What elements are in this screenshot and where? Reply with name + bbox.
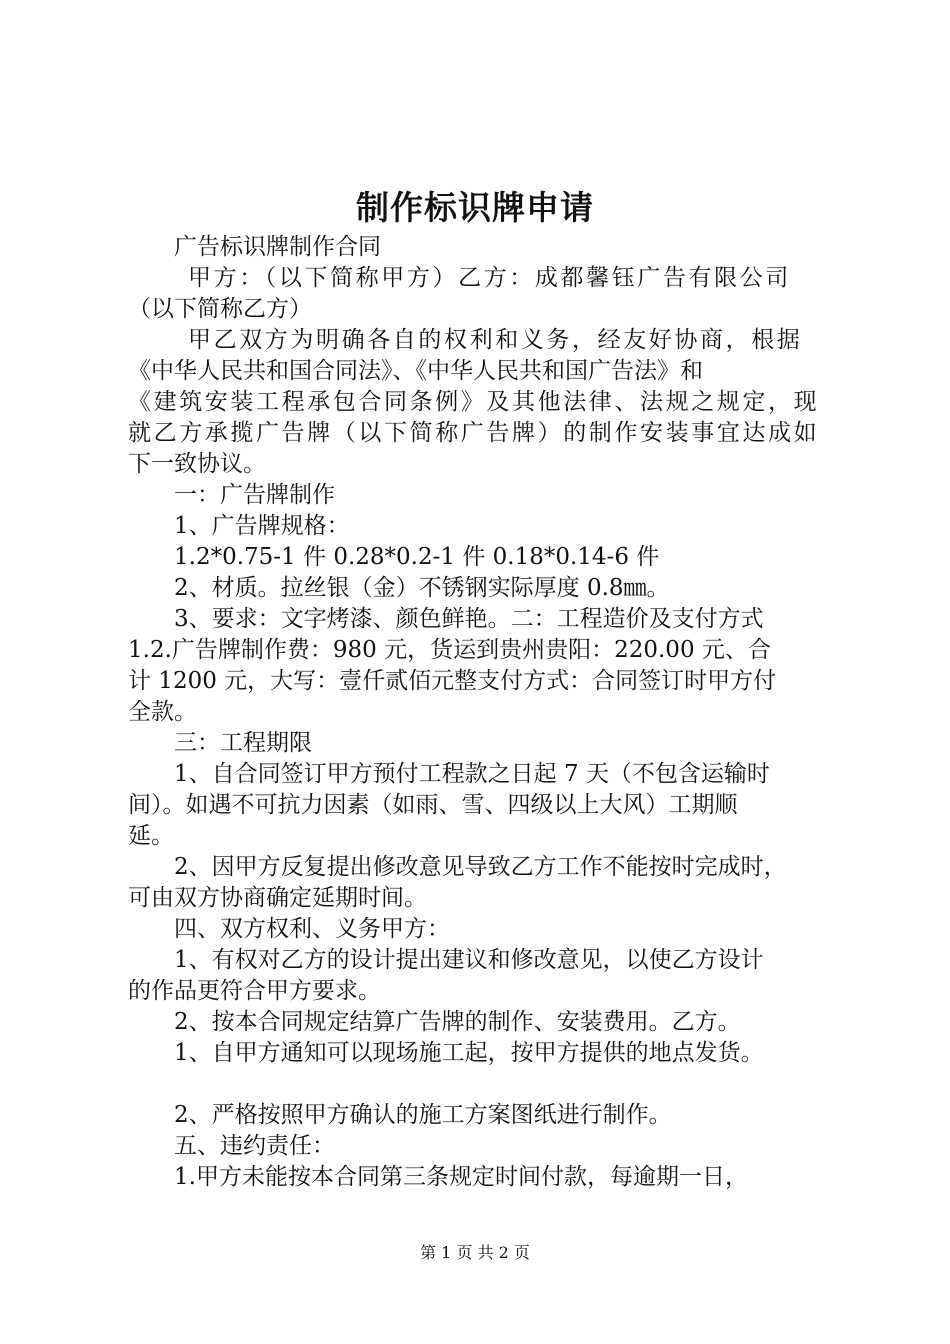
paragraph-line: 2、材质。拉丝银（金）不锈钢实际厚度 0.8㎜。 [174, 575, 670, 601]
blank-line [128, 1069, 834, 1100]
paragraph-line: 1、有权对乙方的设计提出建议和修改意见，以使乙方设计 [174, 947, 764, 973]
paragraph-line: 1、广告牌规格： [174, 513, 350, 539]
paragraph-line: 1.2.广告牌制作费：980 元，货运到贵州贵阳：220.00 元、合 [128, 637, 771, 663]
paragraph-line: 1、自合同签订甲方预付工程款之日起 7 天（不包含运输时 [174, 761, 770, 787]
paragraph-line: 1、自甲方通知可以现场施工起，按甲方提供的地点发货。 [174, 1040, 764, 1066]
paragraph-line: 可由双方协商确定延期时间。 [128, 885, 427, 911]
paragraph-line: 甲方：（以下简称甲方）乙方：成都馨钰广告有限公司 [188, 265, 791, 291]
section-heading: 三：工程期限 [174, 730, 312, 756]
paragraph-line: 3、要求：文字烤漆、颜色鲜艳。二：工程造价及支付方式 [174, 606, 764, 632]
section-heading: 四、双方权利、义务甲方： [174, 916, 450, 942]
section-heading: 一：广告牌制作 [174, 482, 335, 508]
paragraph-line: 甲乙双方为明确各自的权利和义务，经友好协商，根据 [188, 327, 803, 353]
paragraph-line: （以下简称乙方） [128, 296, 312, 322]
paragraph-line: 计 1200 元，大写：壹仟贰佰元整支付方式：合同签订时甲方付 [128, 668, 777, 694]
section-heading: 五、违约责任： [174, 1133, 335, 1159]
paragraph-line: 2、因甲方反复提出修改意见导致乙方工作不能按时完成时， [174, 854, 787, 880]
document-title: 制作标识牌申请 [356, 188, 594, 227]
paragraph-line: 2、按本合同规定结算广告牌的制作、安装费用。乙方。 [174, 1009, 741, 1035]
paragraph-line: 2、严格按照甲方确认的施工方案图纸进行制作。 [174, 1102, 672, 1128]
paragraph-line: 1.2*0.75-1 件 0.28*0.2-1 件 0.18*0.14-6 件 [174, 544, 660, 570]
paragraph-line: 全款。 [128, 699, 197, 725]
paragraph-line: 延。 [128, 823, 174, 849]
paragraph-line: 间）。如遇不可抗力因素（如雨、雪、四级以上大风）工期顺 [128, 792, 738, 818]
paragraph-line: 《中华人民共和国合同法》、《中华人民共和国广告法》和 [128, 358, 703, 384]
document-body [128, 232, 834, 1193]
contract-heading: 广告标识牌制作合同 [174, 234, 381, 260]
page-footer: 第 1 页 共 2 页 [420, 1243, 530, 1262]
paragraph-line: 下一致协议。 [128, 451, 266, 477]
paragraph-line: 《建筑安装工程承包合同条例》及其他法律、法规之规定，现 [128, 389, 820, 415]
paragraph-line: 的作品更符合甲方要求。 [128, 978, 381, 1004]
paragraph-line: 就乙方承揽广告牌（以下简称广告牌）的制作安装事宜达成如 [128, 420, 820, 446]
paragraph-line: 1.甲方未能按本合同第三条规定时间付款，每逾期一日， [174, 1164, 748, 1190]
